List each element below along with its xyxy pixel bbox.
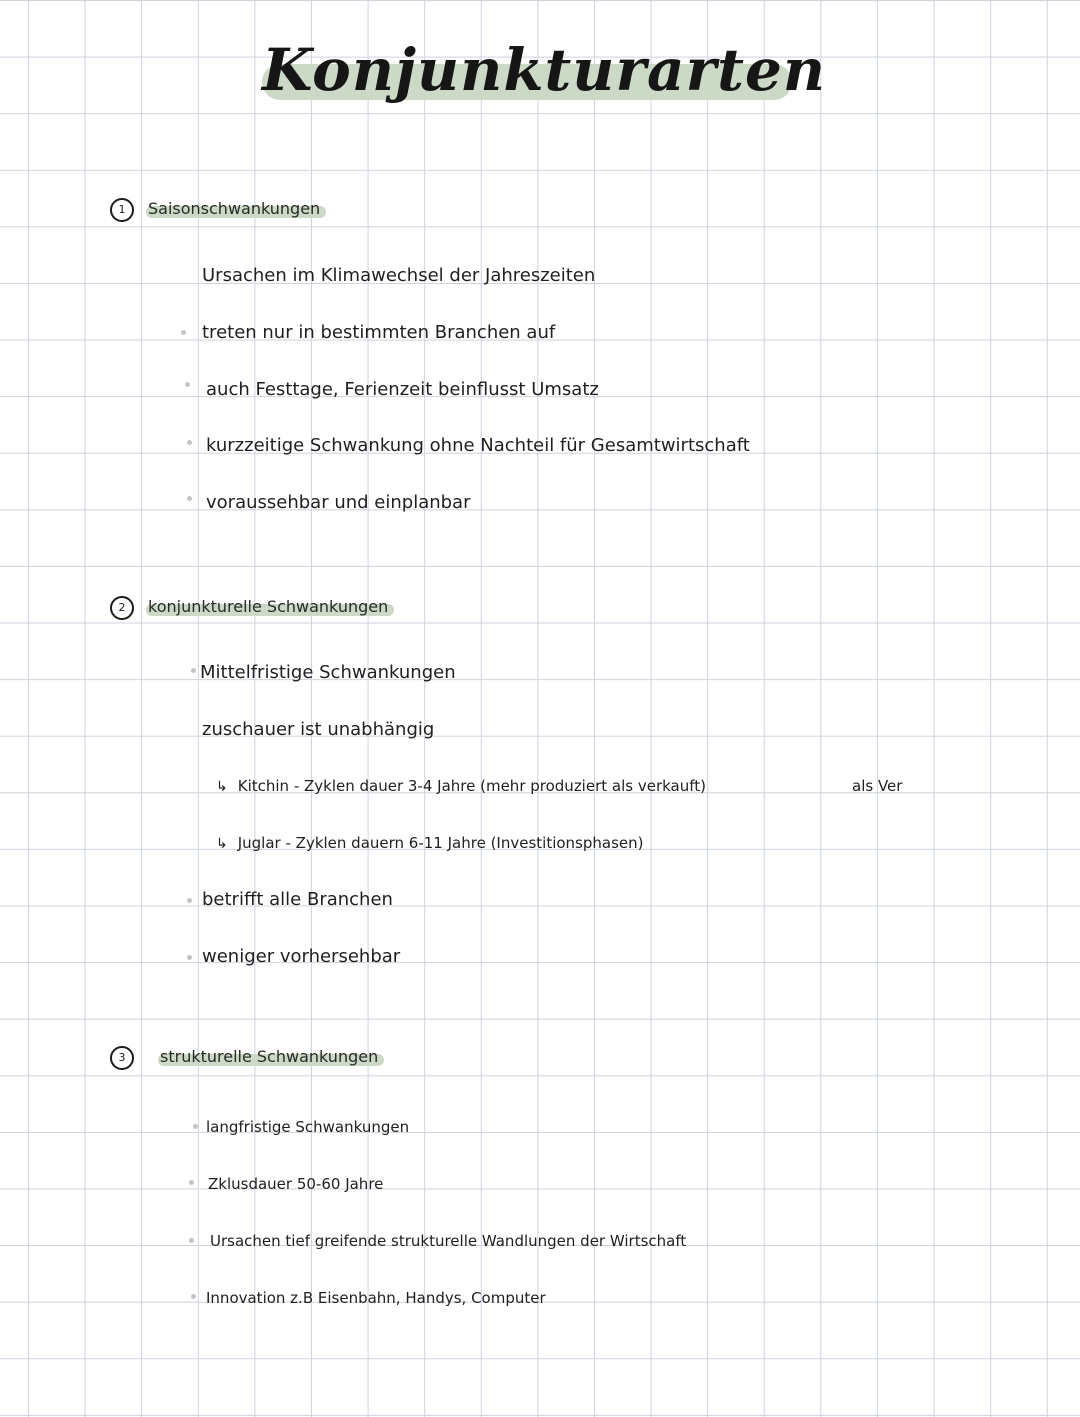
section-heading-text: strukturelle Schwankungen <box>160 1047 379 1066</box>
section-heading-1 <box>148 197 320 221</box>
list-item: zuschauer ist unabhängig <box>202 719 435 740</box>
list-item: Ursachen im Klimawechsel der Jahreszeiten <box>202 265 596 286</box>
page-title <box>262 30 827 120</box>
list-item: weniger vorhersehbar <box>202 946 401 967</box>
bullet-dot <box>191 1294 196 1299</box>
section-heading-text: Saisonschwankungen <box>148 199 321 218</box>
bullet-dot <box>187 440 192 445</box>
bullet-dot <box>193 1124 198 1129</box>
list-item: Innovation z.B Eisenbahn, Handys, Computer <box>206 1289 546 1307</box>
section-heading-2 <box>148 595 388 619</box>
list-item: als Ver <box>852 777 903 795</box>
section-number-3: 3 <box>110 1046 134 1070</box>
bullet-dot <box>185 382 190 387</box>
bullet-dot <box>189 1180 194 1185</box>
title-text: Konjunkturarten <box>262 36 827 104</box>
section-number-2: 2 <box>110 596 134 620</box>
section-number-1: 1 <box>110 198 134 222</box>
list-item: Ursachen tief greifende strukturelle Wandlungen der Wirtschaft <box>210 1232 687 1250</box>
list-item: betrifft alle Branchen <box>202 889 393 910</box>
list-item: Zklusdauer 50-60 Jahre <box>208 1175 384 1193</box>
list-item <box>216 774 706 799</box>
list-item: voraussehbar und einplanbar <box>206 492 471 513</box>
list-item: langfristige Schwankungen <box>206 1118 410 1136</box>
section-heading-text: konjunkturelle Schwankungen <box>148 597 389 616</box>
arrow-icon: ↳ <box>216 779 228 795</box>
section-heading-3 <box>160 1045 378 1069</box>
list-item-text: Juglar - Zyklen dauern 6-11 Jahre (Investitionsphasen) <box>237 834 644 852</box>
arrow-icon: ↳ <box>216 836 228 852</box>
list-item: kurzzeitige Schwankung ohne Nachteil für Gesamtwirtschaft <box>206 435 750 456</box>
bullet-dot <box>187 496 192 501</box>
bullet-dot <box>181 330 186 335</box>
list-item: auch Festtage, Ferienzeit beinflusst Umsatz <box>206 379 599 400</box>
bullet-dot <box>191 668 196 673</box>
bullet-dot <box>187 955 192 960</box>
list-item: Mittelfristige Schwankungen <box>200 662 456 683</box>
list-item <box>216 831 644 856</box>
bullet-dot <box>187 898 192 903</box>
list-item-text: Kitchin - Zyklen dauer 3-4 Jahre (mehr produziert als verkauft) <box>237 777 706 795</box>
list-item: treten nur in bestimmten Branchen auf <box>202 322 556 343</box>
bullet-dot <box>189 1238 194 1243</box>
